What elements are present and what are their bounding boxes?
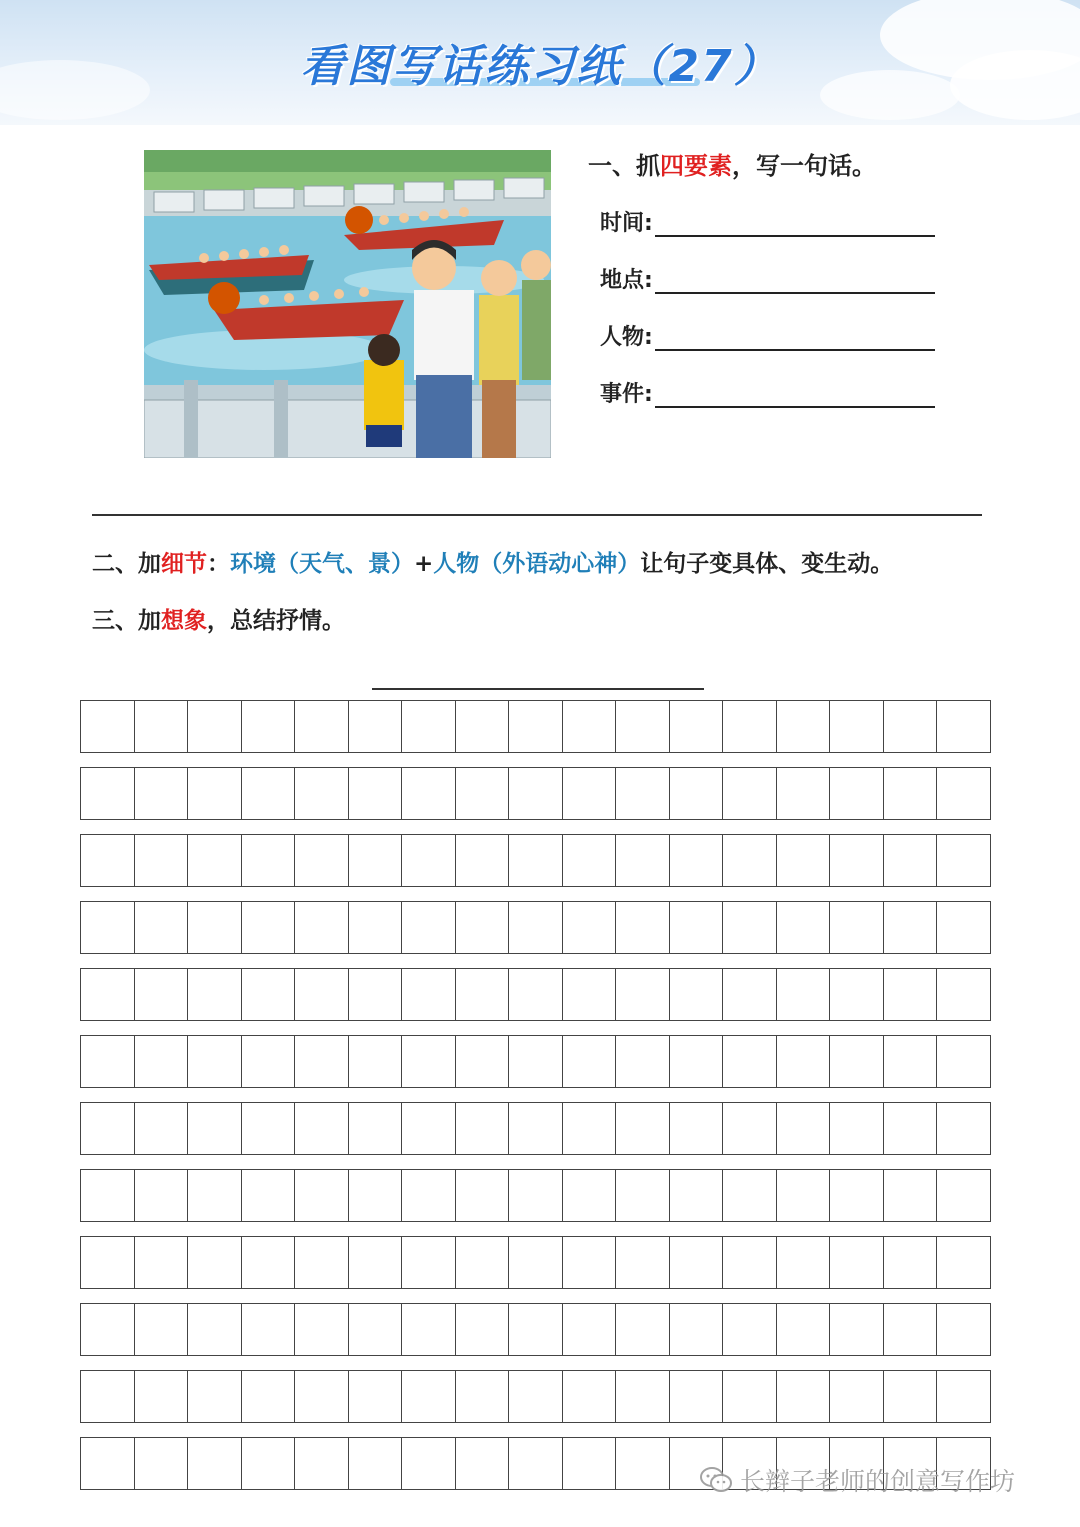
grid-cell[interactable] [456, 1036, 510, 1087]
grid-cell[interactable] [884, 1237, 938, 1288]
place-blank[interactable] [655, 268, 935, 294]
essay-title-blank[interactable] [372, 688, 704, 690]
grid-cell[interactable] [509, 1170, 563, 1221]
section1-highlight: 四要素 [660, 152, 732, 180]
section2-plus: + [414, 551, 434, 577]
grid-cell[interactable] [884, 1103, 938, 1154]
grid-cell[interactable] [723, 1304, 777, 1355]
grid-cell[interactable] [563, 1371, 617, 1422]
grid-cell[interactable] [295, 701, 349, 752]
grid-cell[interactable] [723, 1371, 777, 1422]
grid-cell[interactable] [670, 768, 724, 819]
grid-cell[interactable] [349, 902, 403, 953]
grid-cell[interactable] [563, 701, 617, 752]
grid-cell[interactable] [349, 1371, 403, 1422]
grid-cell[interactable] [563, 835, 617, 886]
section2-heading [92, 545, 893, 578]
grid-cell[interactable] [830, 835, 884, 886]
writing-grid[interactable] [80, 700, 991, 1504]
grid-cell[interactable] [456, 1237, 510, 1288]
grid-cell[interactable] [777, 1170, 831, 1221]
grid-cell[interactable] [349, 1304, 403, 1355]
section3-suffix: ，总结抒情。 [207, 608, 345, 634]
grid-cell[interactable] [188, 1438, 242, 1489]
grid-cell[interactable] [616, 768, 670, 819]
grid-cell[interactable] [937, 835, 991, 886]
grid-cell[interactable] [670, 969, 724, 1020]
grid-cell[interactable] [563, 902, 617, 953]
grid-cell[interactable] [456, 902, 510, 953]
section2-suffix: 让句子变具体、变生动。 [640, 551, 894, 577]
grid-cell[interactable] [402, 1438, 456, 1489]
time-field[interactable] [600, 206, 935, 237]
grid-row [80, 901, 991, 954]
grid-cell[interactable] [563, 1103, 617, 1154]
grid-cell[interactable] [188, 969, 242, 1020]
section1-suffix: ，写一句话。 [732, 152, 876, 180]
grid-cell[interactable] [81, 1237, 135, 1288]
grid-cell[interactable] [456, 701, 510, 752]
grid-cell[interactable] [670, 1036, 724, 1087]
grid-cell[interactable] [777, 902, 831, 953]
grid-cell[interactable] [242, 835, 296, 886]
grid-cell[interactable] [937, 1103, 991, 1154]
grid-row [80, 968, 991, 1021]
grid-cell[interactable] [349, 1170, 403, 1221]
section2-prefix: 二、加 [92, 551, 161, 577]
grid-cell[interactable] [349, 969, 403, 1020]
grid-cell[interactable] [777, 1103, 831, 1154]
grid-cell[interactable] [135, 768, 189, 819]
grid-cell[interactable] [670, 1237, 724, 1288]
grid-cell[interactable] [188, 1371, 242, 1422]
grid-cell[interactable] [563, 768, 617, 819]
grid-cell[interactable] [402, 902, 456, 953]
grid-cell[interactable] [723, 1103, 777, 1154]
grid-cell[interactable] [242, 1304, 296, 1355]
grid-cell[interactable] [830, 1103, 884, 1154]
grid-cell[interactable] [295, 1304, 349, 1355]
grid-cell[interactable] [830, 1036, 884, 1087]
grid-cell[interactable] [723, 1170, 777, 1221]
grid-cell[interactable] [670, 1304, 724, 1355]
grid-cell[interactable] [723, 768, 777, 819]
grid-cell[interactable] [616, 1371, 670, 1422]
grid-cell[interactable] [349, 1237, 403, 1288]
grid-cell[interactable] [723, 1237, 777, 1288]
grid-cell[interactable] [456, 1103, 510, 1154]
time-blank[interactable] [655, 211, 935, 237]
grid-cell[interactable] [509, 969, 563, 1020]
grid-cell[interactable] [830, 1371, 884, 1422]
grid-cell[interactable] [509, 1371, 563, 1422]
page-title: 看图写话练习纸（27） [300, 41, 780, 92]
grid-cell[interactable] [135, 1438, 189, 1489]
section-divider [92, 514, 982, 516]
grid-cell[interactable] [509, 1304, 563, 1355]
grid-cell[interactable] [135, 969, 189, 1020]
grid-cell[interactable] [188, 1036, 242, 1087]
grid-row [80, 1303, 991, 1356]
grid-cell[interactable] [563, 969, 617, 1020]
grid-cell[interactable] [456, 1438, 510, 1489]
grid-cell[interactable] [349, 1103, 403, 1154]
grid-row [80, 1370, 991, 1423]
grid-cell[interactable] [242, 1371, 296, 1422]
section2-highlight: 细节 [161, 551, 207, 577]
grid-row [80, 1102, 991, 1155]
grid-cell[interactable] [349, 835, 403, 886]
grid-cell[interactable] [563, 1438, 617, 1489]
grid-cell[interactable] [402, 1371, 456, 1422]
grid-cell[interactable] [884, 768, 938, 819]
grid-row [80, 1169, 991, 1222]
grid-cell[interactable] [81, 701, 135, 752]
grid-row [80, 1236, 991, 1289]
grid-cell[interactable] [884, 969, 938, 1020]
grid-cell[interactable] [135, 1103, 189, 1154]
grid-cell[interactable] [135, 1036, 189, 1087]
grid-cell[interactable] [616, 1438, 670, 1489]
grid-cell[interactable] [830, 1170, 884, 1221]
grid-cell[interactable] [509, 1036, 563, 1087]
grid-cell[interactable] [135, 902, 189, 953]
grid-cell[interactable] [616, 1036, 670, 1087]
dragon-boat-scene-icon [144, 150, 551, 458]
grid-cell[interactable] [242, 969, 296, 1020]
event-label: 事件: [600, 382, 653, 407]
grid-cell[interactable] [509, 1103, 563, 1154]
grid-cell[interactable] [402, 1103, 456, 1154]
grid-cell[interactable] [670, 701, 724, 752]
grid-cell[interactable] [349, 1036, 403, 1087]
grid-cell[interactable] [670, 902, 724, 953]
grid-cell[interactable] [563, 1170, 617, 1221]
grid-cell[interactable] [295, 1036, 349, 1087]
grid-cell[interactable] [884, 1371, 938, 1422]
grid-cell[interactable] [456, 969, 510, 1020]
grid-cell[interactable] [563, 1036, 617, 1087]
grid-cell[interactable] [616, 1170, 670, 1221]
grid-cell[interactable] [402, 835, 456, 886]
grid-cell[interactable] [81, 768, 135, 819]
event-blank[interactable] [655, 382, 935, 408]
grid-cell[interactable] [242, 902, 296, 953]
grid-cell[interactable] [188, 1304, 242, 1355]
people-field[interactable] [600, 320, 935, 351]
grid-cell[interactable] [242, 1036, 296, 1087]
grid-cell[interactable] [723, 902, 777, 953]
grid-cell[interactable] [937, 701, 991, 752]
grid-cell[interactable] [723, 701, 777, 752]
grid-cell[interactable] [295, 969, 349, 1020]
grid-cell[interactable] [188, 1170, 242, 1221]
grid-cell[interactable] [509, 835, 563, 886]
grid-cell[interactable] [616, 969, 670, 1020]
grid-cell[interactable] [670, 1170, 724, 1221]
grid-cell[interactable] [509, 902, 563, 953]
grid-cell[interactable] [81, 835, 135, 886]
grid-cell[interactable] [295, 1371, 349, 1422]
grid-cell[interactable] [884, 835, 938, 886]
grid-cell[interactable] [242, 701, 296, 752]
grid-cell[interactable] [937, 1371, 991, 1422]
grid-cell[interactable] [937, 1036, 991, 1087]
grid-cell[interactable] [402, 1237, 456, 1288]
grid-cell[interactable] [295, 1438, 349, 1489]
place-field[interactable] [600, 263, 935, 294]
grid-cell[interactable] [242, 1237, 296, 1288]
grid-cell[interactable] [509, 768, 563, 819]
people-blank[interactable] [655, 325, 935, 351]
grid-cell[interactable] [563, 1304, 617, 1355]
grid-cell[interactable] [830, 1237, 884, 1288]
grid-cell[interactable] [456, 1304, 510, 1355]
grid-cell[interactable] [81, 1371, 135, 1422]
section3-prefix: 三、加 [92, 608, 161, 634]
grid-row [80, 700, 991, 753]
grid-cell[interactable] [937, 1170, 991, 1221]
wechat-icon [700, 1467, 732, 1493]
grid-cell[interactable] [937, 1304, 991, 1355]
grid-cell[interactable] [830, 969, 884, 1020]
grid-cell[interactable] [456, 768, 510, 819]
grid-cell[interactable] [135, 835, 189, 886]
grid-cell[interactable] [884, 1304, 938, 1355]
event-field[interactable] [600, 377, 935, 408]
grid-cell[interactable] [81, 1036, 135, 1087]
grid-cell[interactable] [188, 1103, 242, 1154]
grid-cell[interactable] [402, 1170, 456, 1221]
grid-cell[interactable] [670, 835, 724, 886]
grid-cell[interactable] [81, 969, 135, 1020]
grid-cell[interactable] [188, 701, 242, 752]
grid-cell[interactable] [777, 1371, 831, 1422]
time-label: 时间: [600, 211, 653, 236]
grid-cell[interactable] [777, 768, 831, 819]
watermark [700, 1462, 1015, 1498]
grid-cell[interactable] [937, 768, 991, 819]
grid-cell[interactable] [242, 1103, 296, 1154]
grid-cell[interactable] [670, 1371, 724, 1422]
section1-heading [588, 146, 876, 181]
grid-cell[interactable] [135, 1170, 189, 1221]
section3-heading [92, 602, 345, 635]
grid-cell[interactable] [777, 1304, 831, 1355]
grid-cell[interactable] [456, 1170, 510, 1221]
grid-cell[interactable] [937, 902, 991, 953]
grid-row [80, 767, 991, 820]
grid-cell[interactable] [616, 1304, 670, 1355]
grid-cell[interactable] [242, 1170, 296, 1221]
grid-cell[interactable] [135, 1304, 189, 1355]
grid-cell[interactable] [884, 1036, 938, 1087]
grid-cell[interactable] [349, 701, 403, 752]
grid-cell[interactable] [777, 1237, 831, 1288]
grid-cell[interactable] [456, 1371, 510, 1422]
grid-cell[interactable] [456, 835, 510, 886]
grid-cell[interactable] [188, 1237, 242, 1288]
grid-cell[interactable] [884, 1170, 938, 1221]
grid-cell[interactable] [135, 701, 189, 752]
section2-character: 人物（外语动心神） [433, 551, 641, 577]
grid-cell[interactable] [884, 701, 938, 752]
grid-cell[interactable] [616, 701, 670, 752]
grid-cell[interactable] [295, 1237, 349, 1288]
grid-cell[interactable] [563, 1237, 617, 1288]
grid-cell[interactable] [402, 768, 456, 819]
section2-colon: ： [207, 551, 230, 577]
grid-cell[interactable] [670, 1103, 724, 1154]
grid-cell[interactable] [188, 902, 242, 953]
grid-cell[interactable] [81, 1170, 135, 1221]
grid-cell[interactable] [723, 1036, 777, 1087]
grid-cell[interactable] [830, 768, 884, 819]
place-label: 地点: [600, 268, 653, 293]
grid-cell[interactable] [830, 902, 884, 953]
grid-cell[interactable] [777, 835, 831, 886]
section3-highlight: 想象 [161, 608, 207, 634]
grid-cell[interactable] [81, 1438, 135, 1489]
grid-cell[interactable] [616, 1237, 670, 1288]
grid-cell[interactable] [295, 1103, 349, 1154]
grid-cell[interactable] [295, 902, 349, 953]
grid-cell[interactable] [777, 969, 831, 1020]
grid-cell[interactable] [295, 1170, 349, 1221]
grid-cell[interactable] [830, 701, 884, 752]
grid-row [80, 834, 991, 887]
grid-cell[interactable] [937, 1237, 991, 1288]
grid-cell[interactable] [830, 1304, 884, 1355]
watermark-text: 长辫子老师的创意写作坊 [740, 1467, 1016, 1496]
section1-prefix: 一、抓 [588, 152, 660, 180]
grid-cell[interactable] [135, 1237, 189, 1288]
grid-cell[interactable] [616, 835, 670, 886]
grid-row [80, 1035, 991, 1088]
grid-cell[interactable] [509, 701, 563, 752]
grid-cell[interactable] [884, 902, 938, 953]
grid-cell[interactable] [777, 1036, 831, 1087]
grid-cell[interactable] [81, 1103, 135, 1154]
grid-cell[interactable] [616, 902, 670, 953]
grid-cell[interactable] [242, 1438, 296, 1489]
grid-cell[interactable] [402, 701, 456, 752]
section2-environment: 环境（天气、景） [230, 551, 414, 577]
grid-cell[interactable] [616, 1103, 670, 1154]
grid-cell[interactable] [188, 835, 242, 886]
header-banner [0, 0, 1080, 125]
grid-cell[interactable] [135, 1371, 189, 1422]
grid-cell[interactable] [295, 768, 349, 819]
grid-cell[interactable] [81, 902, 135, 953]
grid-cell[interactable] [402, 1036, 456, 1087]
grid-cell[interactable] [188, 768, 242, 819]
grid-cell[interactable] [81, 1304, 135, 1355]
grid-cell[interactable] [937, 969, 991, 1020]
grid-cell[interactable] [295, 835, 349, 886]
grid-cell[interactable] [402, 1304, 456, 1355]
grid-cell[interactable] [723, 969, 777, 1020]
people-label: 人物: [600, 325, 653, 350]
grid-cell[interactable] [723, 835, 777, 886]
grid-cell[interactable] [349, 1438, 403, 1489]
grid-cell[interactable] [402, 969, 456, 1020]
grid-cell[interactable] [349, 768, 403, 819]
grid-cell[interactable] [242, 768, 296, 819]
grid-cell[interactable] [777, 701, 831, 752]
grid-cell[interactable] [509, 1237, 563, 1288]
grid-cell[interactable] [509, 1438, 563, 1489]
